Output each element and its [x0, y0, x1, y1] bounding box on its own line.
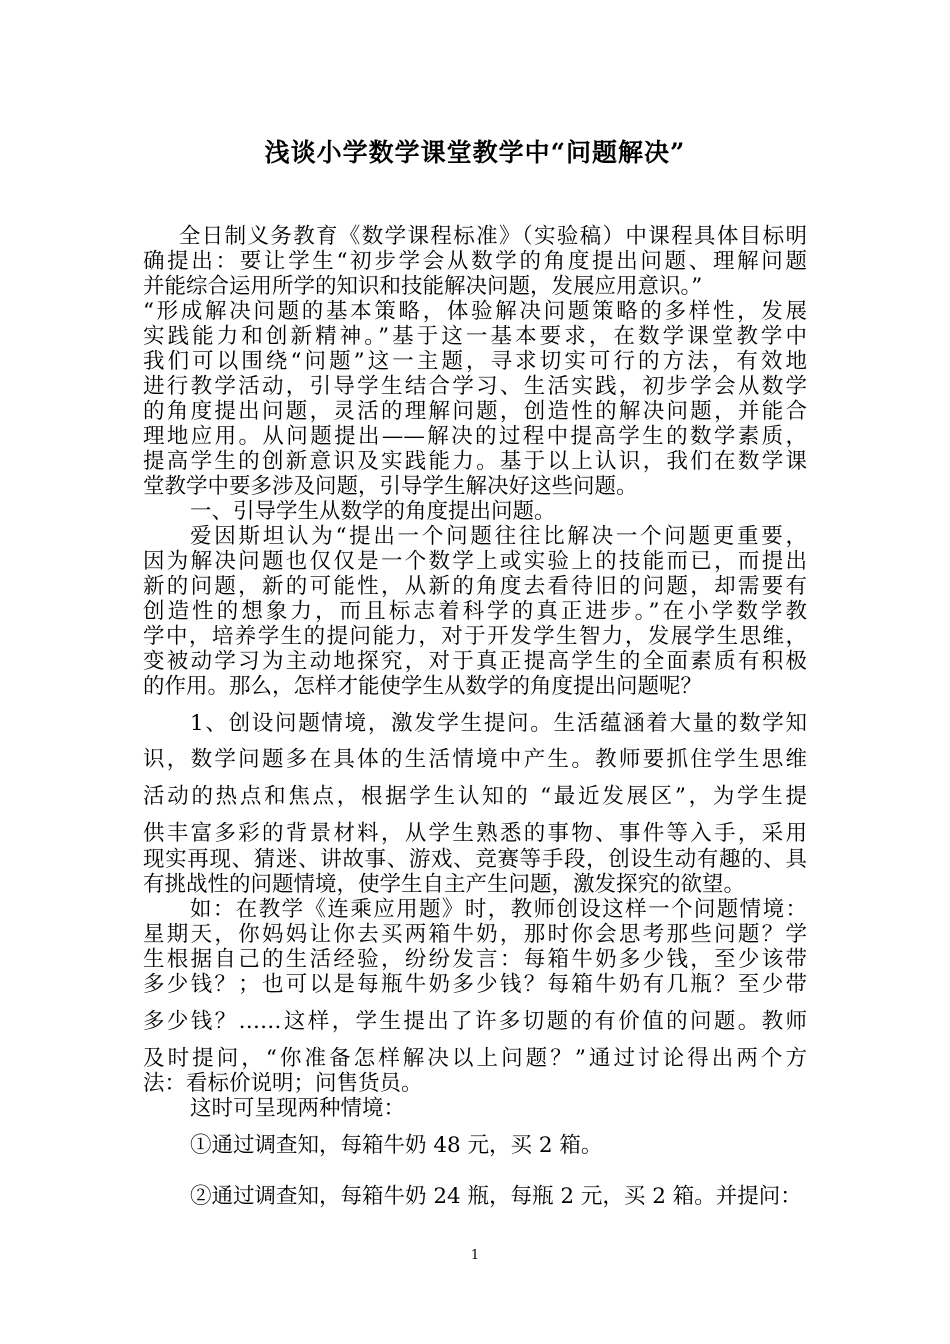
- body-line: 如：在教学《连乘应用题》时，教师创设这样一个问题情境：: [190, 897, 807, 922]
- body-line: “形成解决问题的基本策略，体验解决问题策略的多样性，发展: [143, 299, 807, 324]
- body-line: 提高学生的创新意识及实践能力。基于以上认识，我们在数学课: [143, 449, 807, 474]
- body-line: 并能综合运用所学的知识和技能解决问题，发展应用意识。”: [143, 274, 703, 299]
- section-heading: 一、引导学生从数学的角度提出问题。: [190, 499, 556, 524]
- list-item: ①通过调查知，每箱牛奶 48 元，买 2 箱。: [190, 1133, 603, 1158]
- body-line: 全日制义务教育《数学课程标准》（实验稿）中课程具体目标明: [156, 224, 807, 249]
- body-line: 的角度提出问题，灵活的理解问题，创造性的解决问题，并能合: [143, 399, 807, 424]
- document-title: 浅谈小学数学课堂教学中“问题解决”: [264, 138, 686, 167]
- body-line: 现实再现、猜迷、讲故事、游戏、竞赛等手段，创设生动有趣的、具: [143, 847, 807, 872]
- body-line: 创造性的想象力，而且标志着科学的真正进步。”在小学数学教: [143, 599, 807, 624]
- body-line: 新的问题，新的可能性，从新的角度去看待旧的问题，却需要有: [143, 574, 807, 599]
- body-line: 理地应用。从问题提出——解决的过程中提高学生的数学素质，: [143, 424, 807, 449]
- body-line: 进行教学活动，引导学生结合学习、生活实践，初步学会从数学: [143, 374, 807, 399]
- body-line: 堂教学中要多涉及问题，引导学生解决好这些问题。: [143, 474, 638, 499]
- body-line: 活动的热点和焦点，根据学生认知的 “最近发展区”，为学生提: [143, 784, 807, 809]
- body-line: 及时提问，“你准备怎样解决以上问题？”通过讨论得出两个方: [143, 1046, 807, 1071]
- body-line: 这时可呈现两种情境：: [190, 1096, 406, 1121]
- body-line: 因为解决问题也仅仅是一个数学上或实验上的技能而已，而提出: [143, 549, 807, 574]
- body-line: 1、创设问题情境，激发学生提问。生活蕴涵着大量的数学知: [190, 711, 807, 736]
- body-line: 变被动学习为主动地探究，对于真正提高学生的全面素质有积极: [143, 649, 807, 674]
- page-number: 1: [470, 1248, 480, 1263]
- body-line: 确提出：要让学生“初步学会从数学的角度提出问题、理解问题: [143, 249, 807, 274]
- body-line: 实践能力和创新精神。”基于这一基本要求，在数学课堂教学中: [143, 324, 807, 349]
- body-line: 的作用。那么，怎样才能使学生从数学的角度提出问题呢？: [143, 674, 703, 699]
- body-line: 供丰富多彩的背景材料，从学生熟悉的事物、事件等入手，采用: [143, 821, 807, 846]
- body-line: 学中，培养学生的提问能力，对于开发学生智力，发展学生思维，: [143, 624, 807, 649]
- body-line: 星期天，你妈妈让你去买两箱牛奶，那时你会思考那些问题？学: [143, 922, 807, 947]
- body-line: 多少钱？……这样，学生提出了许多切题的有价值的问题。教师: [143, 1009, 807, 1034]
- body-line: 多少钱？；也可以是每瓶牛奶多少钱？每箱牛奶有几瓶？至少带: [143, 972, 807, 997]
- body-line: 爱因斯坦认为“提出一个问题往往比解决一个问题更重要，: [190, 524, 807, 549]
- body-line: 生根据自己的生活经验，纷纷发言：每箱牛奶多少钱，至少该带: [143, 947, 807, 972]
- list-item: ②通过调查知，每箱牛奶 24 瓶，每瓶 2 元，买 2 箱。并提问：: [190, 1184, 802, 1209]
- body-line: 法：看标价说明；问售货员。: [143, 1071, 423, 1096]
- body-line: 识，数学问题多在具体的生活情境中产生。教师要抓住学生思维: [143, 747, 807, 772]
- body-line: 有挑战性的问题情境，使学生自主产生问题，激发探究的欲望。: [143, 872, 746, 897]
- body-line: 我们可以围绕“问题”这一主题，寻求切实可行的方法，有效地: [143, 349, 807, 374]
